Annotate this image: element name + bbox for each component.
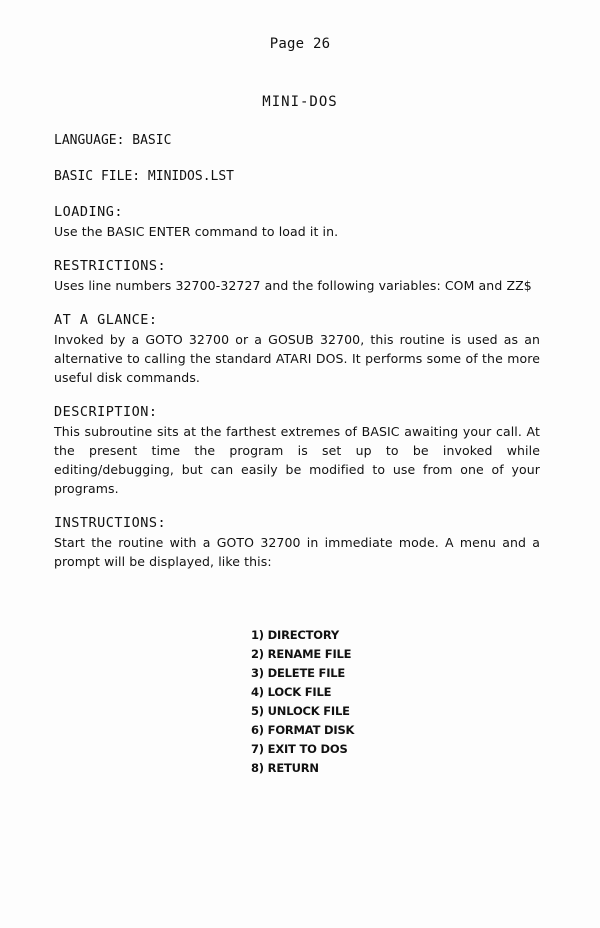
menu-item: 2) RENAME FILE (251, 647, 352, 661)
restrictions-heading: RESTRICTIONS: (54, 258, 167, 274)
instructions-heading: INSTRUCTIONS: (54, 515, 167, 531)
menu-item: 6) FORMAT DISK (251, 723, 355, 737)
restrictions-section (54, 257, 540, 295)
menu-item: 3) DELETE FILE (251, 666, 346, 680)
description-section (54, 403, 540, 498)
basic-file-field: BASIC FILE: MINIDOS.LST (54, 169, 235, 184)
language-field: LANGUAGE: BASIC (54, 133, 172, 148)
menu-item: 1) DIRECTORY (251, 628, 340, 642)
loading-heading: LOADING: (54, 204, 124, 220)
menu-item: 8) RETURN (251, 761, 319, 775)
menu-item: 5) UNLOCK FILE (251, 704, 350, 718)
instructions-text: Start the routine with a GOTO 32700 in immediate mode. A menu and a prompt will be displayed, like this: (54, 535, 540, 569)
description-text: This subroutine sits at the farthest extremes of BASIC awaiting your call. At the present time the program is set up to be invoked while editing/debugging, but can easily be modified to use from one of your programs. (54, 424, 540, 496)
menu-item: 7) EXIT TO DOS (251, 742, 348, 756)
page-title: MINI-DOS (262, 94, 338, 110)
page-number: Page 26 (269, 36, 331, 52)
at-a-glance-section (54, 311, 540, 387)
loading-section (54, 203, 540, 241)
at-a-glance-heading: AT A GLANCE: (54, 312, 158, 328)
at-a-glance-text: Invoked by a GOTO 32700 or a GOSUB 32700, this routine is used as an alternative to calling the standard ATARI DOS. It performs some of the more useful disk commands. (54, 332, 540, 385)
loading-text: Use the BASIC ENTER command to load it in. (54, 224, 339, 239)
document-body (54, 131, 540, 587)
menu-list (251, 626, 354, 778)
instructions-section (54, 514, 540, 571)
restrictions-text: Uses line numbers 32700-32727 and the following variables: COM and ZZ$ (54, 278, 532, 293)
menu-item: 4) LOCK FILE (251, 685, 332, 699)
description-heading: DESCRIPTION: (54, 404, 158, 420)
